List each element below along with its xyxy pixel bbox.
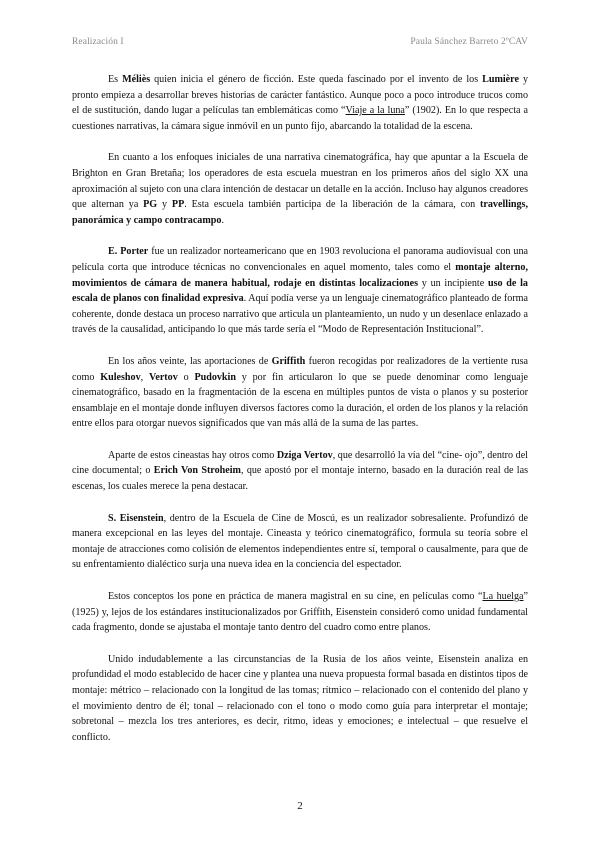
- text-run: o: [177, 371, 195, 383]
- paragraph: [72, 511, 528, 573]
- underlined-title: La huelga: [482, 591, 524, 603]
- text-run: Es: [108, 74, 123, 85]
- text-run: . Aquí podía verse ya un lenguaje cinematográfico planteado de forma coherente, donde destaca un proceso narrativo que articula un planteamiento, un nudo y un desenlace enlazado a través de la causalidad, anticipando lo que más tarde sería el “Modo de Representación Institucional”.: [72, 293, 528, 336]
- bold-text: uso de la escala de planos con finalidad expresiva: [72, 277, 528, 305]
- paragraph: [72, 244, 528, 338]
- bold-text: montaje alterno, movimientos de cámara de manera habitual, rodaje en distintas localizaciones: [72, 261, 528, 289]
- text-run: En los años veinte, las aportaciones de: [108, 355, 272, 367]
- page-number: 2: [297, 800, 303, 812]
- text-run: quien inicia el género de ficción. Este queda fascinado por el invento de los: [150, 74, 483, 85]
- bold-text: PP: [171, 199, 185, 211]
- paragraph: [72, 72, 528, 134]
- header-author: Paula Sánchez Barreto 2ºCAV: [410, 37, 528, 47]
- text-run: y pronto empieza a desarrollar breves historias de carácter fantástico. Aunque poco a poco introduce trucos como el de sustitución, dando lugar a películas tan emblemáticas como “: [72, 74, 528, 117]
- bold-text: S. Eisenstein: [108, 512, 164, 524]
- text-run: Unido indudablemente a las circunstancias de la Rusia de los años veinte, Eisenstein analiza en profundidad el modo establecido de hacer cine y plantea una nueva propuesta formal basada en distintos tipos de montaje: métrico – relacionado con la longitud de las tomas; rítmico – relacionado con el contenido del plano y el movimiento dentro de él; tonal – relacionado con el tono o modo como guía para interpretar el montaje; sobretonal – mezcla los tres anteriores, es decir, ritmo, ideas y emociones; e intelectual – que resuelve el conflicto.: [72, 653, 528, 743]
- text-run: ,: [140, 371, 149, 383]
- text-run: y por fin articularon lo que se puede denominar como lenguaje cinematográfico, basado en la fragmentación de la escena en múltiples puntos de vista o planos y su posterior ensamblaje en el montaje donde influyen diversos factores como la duración, el orden de los planos y la relación entre ellos para otorgar nuevos significados que van más allá de la suma de las partes.: [72, 371, 529, 430]
- bold-text: Dziga Vertov: [276, 449, 333, 461]
- text-run: Aparte de estos cineastas hay otros como: [108, 449, 277, 461]
- bold-text: travellings, panorámica y campo contracampo: [72, 199, 528, 226]
- bold-text: E. Porter: [108, 246, 149, 258]
- text-run: . Esta escuela también participa de la liberación de la cámara, con: [184, 199, 481, 211]
- header-course-title: Realización I: [72, 37, 124, 47]
- text-run: y un incipiente: [418, 277, 488, 289]
- bold-text: Kuleshov: [100, 371, 141, 383]
- paragraph: [72, 448, 528, 495]
- text-run: fueron recogidas por realizadores de la vertiente rusa como: [72, 355, 528, 383]
- underlined-title: Viaje a la luna: [345, 105, 405, 117]
- bold-text: Lumière: [482, 74, 519, 85]
- paragraph: [72, 589, 528, 636]
- bold-text: Vertov: [148, 371, 178, 383]
- text-run: , que desarrolló la vía del “cine- ojo”, dentro del cine documental; o: [72, 449, 528, 477]
- text-run: fue un realizador norteamericano que en 1903 revoluciona el panorama audiovisual con una película corta que introduce técnicas no convencionales en aquel momento, tales como el: [72, 246, 528, 273]
- page-header: [72, 37, 528, 47]
- text-run: ” (1925) y, lejos de los estándares institucionalizados por Griffith, Eisenstein consideró como unidad fundamental cada fragmento, donde se ajustaba el montaje tanto dentro del cuadro como entre planos.: [72, 591, 528, 634]
- paragraph: [72, 354, 528, 432]
- text-run: .: [221, 214, 224, 226]
- bold-text: Griffith: [271, 355, 306, 367]
- bold-text: Erich Von Stroheim: [153, 465, 241, 477]
- bold-text: Méliès: [122, 74, 151, 85]
- paragraph: [72, 150, 528, 228]
- text-run: Estos conceptos los pone en práctica de manera magistral en su cine, en películas como “: [108, 591, 483, 603]
- text-run: y: [157, 199, 172, 211]
- body-text: [72, 72, 528, 761]
- bold-text: PG: [143, 199, 158, 211]
- bold-text: Pudovkin: [194, 371, 236, 383]
- text-run: , dentro de la Escuela de Cine de Moscú, es un realizador sobresaliente. Profundizó de manera excepcional en las leyes del montaje. Cineasta y teórico cinematográfico, formula su teoría sobre el montaje de atracciones como colisión de elementos independientes entre sí, temporal o causalmente, para que de su enfrentamiento dialéctico surja una nueva idea en la conciencia del espectador.: [72, 512, 528, 571]
- paragraph: [72, 652, 528, 746]
- text-run: , que apostó por el montaje interno, basado en la duración real de las escenas, los cuales merece la pena destacar.: [72, 465, 529, 493]
- text-run: ” (1902). En lo que respecta a cuestiones narrativas, la cámara sigue inmóvil en un punto fijo, abarcando la totalidad de la escena.: [72, 105, 528, 132]
- text-run: En cuanto a los enfoques iniciales de una narrativa cinematográfica, hay que apuntar a la Escuela de Brighton en Gran Bretaña; los operadores de esta escuela muestran en los primeros años del siglo XX una aproximación al sujeto con una clara intención de destacar un detalle en la acción. Incluso hay algunos creadores que alternan ya: [72, 152, 528, 211]
